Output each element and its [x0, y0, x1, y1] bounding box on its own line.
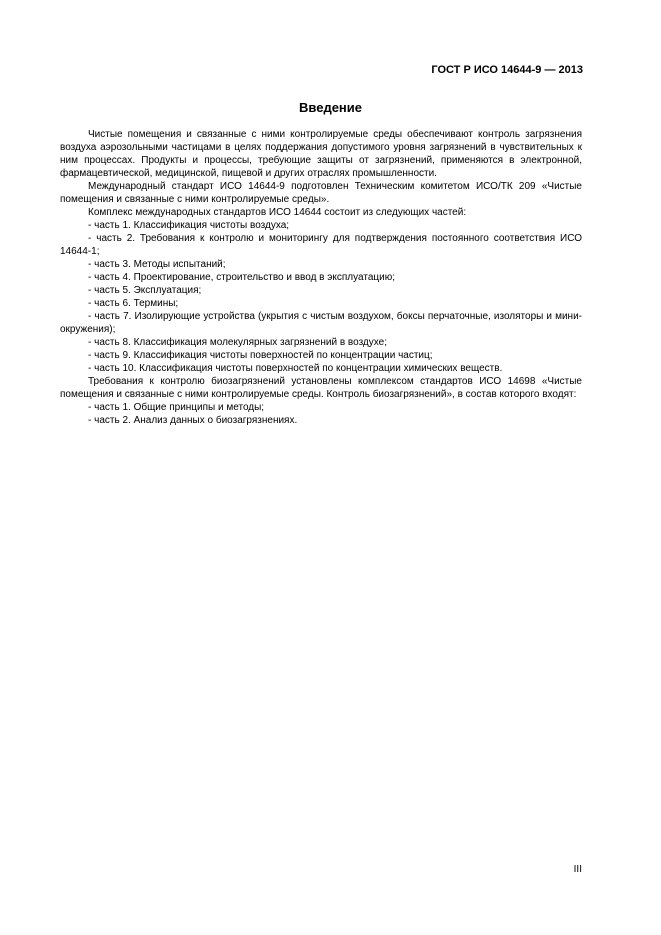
- introduction-body: [60, 128, 582, 427]
- page-number: III: [573, 864, 582, 875]
- list-item: - часть 4. Проектирование, строительство и ввод в эксплуатацию;: [88, 272, 395, 283]
- list-item: - часть 3. Методы испытаний;: [88, 259, 226, 270]
- list-item: - часть 2. Анализ данных о биозагрязнениях.: [88, 415, 298, 426]
- list-item: - часть 9. Классификация чистоты поверхностей по концентрации частиц;: [88, 350, 433, 361]
- list-item: - часть 8. Классификация молекулярных загрязнений в воздухе;: [88, 337, 387, 348]
- list-item: - часть 2. Требования к контролю и мониторингу для подтверждения постоянного соответствия ИСО 14644-1;: [60, 233, 582, 257]
- list-item: - часть 10. Классификация чистоты поверхностей по концентрации химических веществ.: [88, 363, 503, 374]
- paragraph: Комплекс международных стандартов ИСО 14644 состоит из следующих частей:: [88, 207, 467, 218]
- paragraph: Международный стандарт ИСО 14644-9 подготовлен Техническим комитетом ИСО/ТК 209 «Чистые помещения и связанные с ними контролируемые среды».: [60, 181, 582, 205]
- list-item: - часть 5. Эксплуатация;: [88, 285, 202, 296]
- list-item: - часть 1. Общие принципы и методы;: [88, 402, 265, 413]
- section-title: Введение: [299, 100, 362, 115]
- paragraph: Чистые помещения и связанные с ними контролируемые среды обеспечивают контроль загрязнения воздуха аэрозольными частицами в целях поддержания допустимого уровня загрязнений в чувствительных к ним процессах. Продукты и процессы, требующие защиты от загрязнений, применяются в электронной, фармацевтической, медицинской, пищевой и других отраслях промышленности.: [60, 129, 582, 179]
- document-code-header: ГОСТ Р ИСО 14644-9 — 2013: [431, 64, 583, 76]
- list-item: - часть 7. Изолирующие устройства (укрытия с чистым воздухом, боксы перчаточные, изоляторы и мини-окружения);: [60, 311, 582, 335]
- paragraph: Требования к контролю биозагрязнений установлены комплексом стандартов ИСО 14698 «Чистые помещения и связанные с ними контролируемые среды. Контроль биозагрязнений», в состав которого входят:: [60, 376, 582, 400]
- list-item: - часть 6. Термины;: [88, 298, 179, 309]
- list-item: - часть 1. Классификация чистоты воздуха;: [88, 220, 290, 231]
